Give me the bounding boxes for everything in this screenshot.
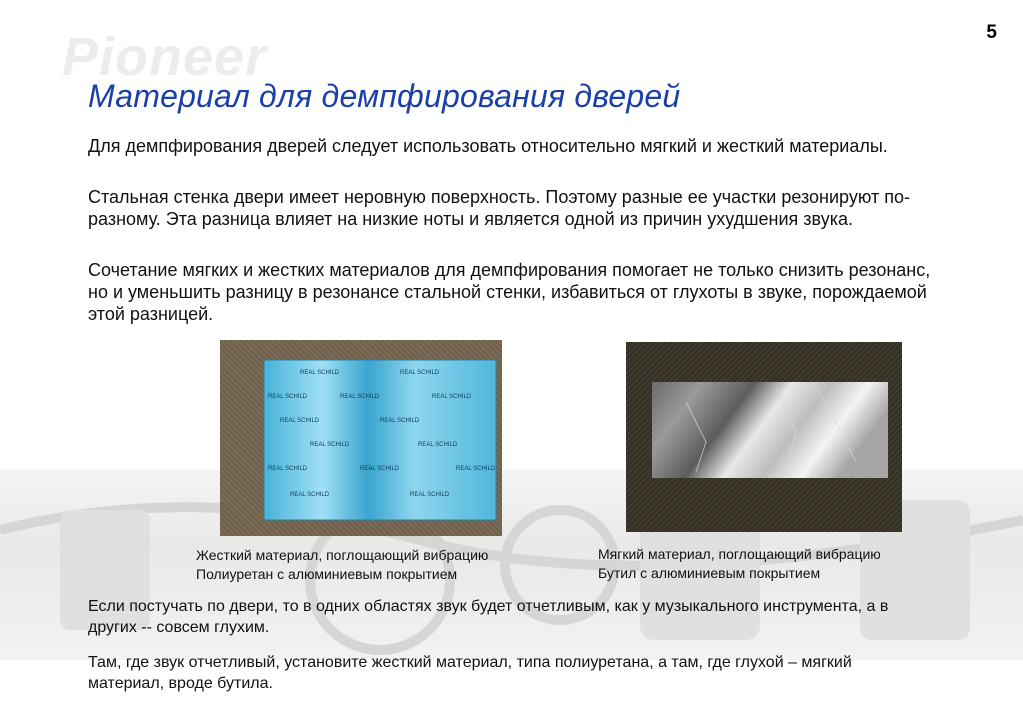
sheet-brand-label: REAL SCHILD <box>280 418 320 424</box>
intro-paragraph: Для демпфирования дверей следует использовать относительно мягкий и жесткий материалы. <box>88 136 888 156</box>
hard-caption-line-1: Жесткий материал, поглощающий вибрацию <box>196 547 489 563</box>
sheet-brand-label: REAL SCHILD <box>268 394 308 400</box>
pioneer-logo-watermark: Pioneer <box>62 27 268 87</box>
sheet-brand-label: REAL SCHILD <box>410 492 450 498</box>
sheet-brand-label: REAL SCHILD <box>310 442 350 448</box>
sheet-brand-label: REAL SCHILD <box>400 370 440 376</box>
sheet-brand-label: REAL SCHILD <box>456 466 496 472</box>
hard-material-caption <box>196 546 488 584</box>
sheet-brand-label: REAL SCHILD <box>290 492 330 498</box>
sheet-brand-label: REAL SCHILD <box>300 370 340 376</box>
hard-material-illustration <box>220 340 502 536</box>
page-number: 5 <box>986 22 997 43</box>
hard-caption-line-2: Полиуретан с алюминиевым покрытием <box>196 566 458 582</box>
sheet-brand-label: REAL SCHILD <box>360 466 400 472</box>
sheet-brand-label: REAL SCHILD <box>418 442 458 448</box>
hard-material-photo <box>220 340 502 536</box>
soft-material-illustration <box>626 342 902 532</box>
page-title: Материал для демпфирования дверей <box>88 78 681 114</box>
combination-paragraph: Сочетание мягких и жестких материалов для демпфирования помогает не только снизить резонанс, но и уменьшить разницу в резонансе стальной стенки, избавиться от глухоты в звуке, порождаемой этой разницей. <box>88 260 931 324</box>
steel-wall-paragraph: Стальная стенка двери имеет неровную поверхность. Поэтому разные ее участки резонируют по-разному. Эта разница влияет на низкие ноты и является одной из причин ухудшения звука. <box>88 187 910 229</box>
soft-caption-line-1: Мягкий материал, поглощающий вибрацию <box>598 546 881 562</box>
sheet-brand-label: REAL SCHILD <box>432 394 472 400</box>
soft-caption-line-2: Бутил с алюминиевым покрытием <box>598 565 821 581</box>
knock-test-paragraph: Если постучать по двери, то в одних областях звук будет отчетливым, как у музыкального инструмента, а в других -- совсем глухим. <box>88 598 889 636</box>
soft-material-photo <box>626 342 902 532</box>
sheet-brand-label: REAL SCHILD <box>268 466 308 472</box>
sheet-brand-label: REAL SCHILD <box>380 418 420 424</box>
sheet-brand-label: REAL SCHILD <box>340 394 380 400</box>
placement-advice-paragraph: Там, где звук отчетливый, установите жесткий материал, типа полиуретана, а там, где глухой – мягкий материал, вроде бутила. <box>88 654 852 692</box>
soft-material-caption <box>598 545 881 583</box>
